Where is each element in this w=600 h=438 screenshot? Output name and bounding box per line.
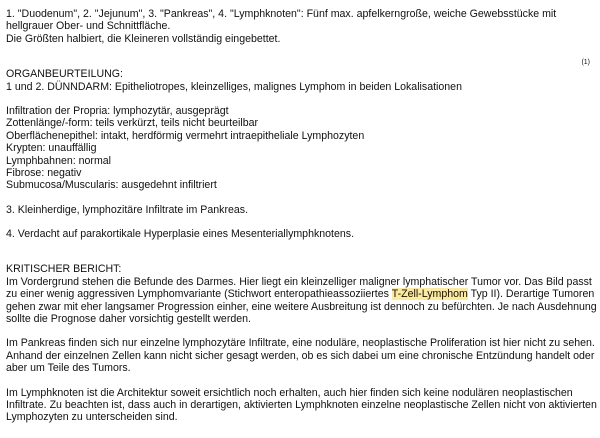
bericht-p1-line-1: Im Vordergrund stehen die Befunde des Darmes. Hier liegt ein kleinzelliger maligner lymphatischer Tumor vor. Das Bild passt: [6, 275, 592, 288]
finding-item: Zottenlänge/-form: teils verkürzt, teils nicht beurteilbar: [6, 117, 258, 130]
intro-line-2: hellgrauer Ober- und Schnittfläche.: [6, 20, 171, 33]
finding-item: Infiltration der Propria: lymphozytär, ausgeprägt: [6, 104, 229, 117]
kritischer-bericht-heading: KRITISCHER BERICHT:: [6, 263, 122, 276]
bericht-p1-line-2-pre: zu einer wenig aggressiven Lymphomvariante (Stichwort enteropathieassoziiertes: [6, 288, 392, 301]
finding-pankreas: 3. Kleinherdige, lymphozitäre Infiltrate im Pankreas.: [6, 203, 249, 216]
bericht-p2-line-1: Im Pankreas finden sich nur einzelne lymphozytäre Infiltrate, eine noduläre, neoplastische Proliferation ist hier nicht zu sehen.: [6, 337, 595, 350]
finding-lymphknoten: 4. Verdacht auf parakortikale Hyperplasie eines Mesenteriallymphknotens.: [6, 228, 355, 241]
bericht-p1-line-2: [6, 288, 596, 300]
finding-item: Fibrose: negativ: [6, 166, 82, 179]
bericht-p2-line-3: aber um Teile des Tumors.: [6, 362, 131, 375]
intro-line-1: 1. "Duodenum", 2. "Jejunum", 3. "Pankreas", 4. "Lymphknoten": Fünf max. apfelkerngroße, weiche Gewebsstücke mit: [6, 8, 557, 20]
bericht-p3-line-1: Im Lymphknoten ist die Architektur soweit ersichtlich noch erhalten, auch hier finden sich keine nodulären neoplastischen: [6, 386, 573, 399]
finding-item: Submucosa/Muscularis: ausgedehnt infiltriert: [6, 179, 217, 192]
bericht-p1-line-3: gehen zwar mit eher langsamer Progression einher, eine weitere Ausbreitung ist dennoch zu befürchten. Je nach Ausdehnung: [6, 300, 597, 313]
intro-line-3: Die Größten halbiert, die Kleineren vollständig eingebettet.: [6, 32, 281, 45]
bericht-p3-line-3: Lymphozyten zu unterscheiden sind.: [6, 411, 178, 424]
organbeurteilung-summary: 1 und 2. DÜNNDARM: Epitheliotropes, kleinzelliges, malignes Lymphom in beiden Lokalisationen: [6, 80, 462, 93]
bericht-p3-line-2: Infiltrate. Zu beachten ist, dass auch in derartigen, aktivierten Lymphknoten einzelne neoplastische Zellen nicht von aktivierten: [6, 398, 597, 411]
bericht-p2-line-2: Anhand der einzelnen Zellen kann nicht sicher gesagt werden, ob es sich dabei um eine chronische Entzündung handelt oder: [6, 349, 595, 362]
highlighted-term: T-Zell-Lymphom: [391, 288, 468, 301]
bericht-p1-line-2-post: Typ II). Derartige Tumoren: [467, 288, 595, 301]
finding-item: Krypten: unauffällig: [6, 142, 97, 155]
organbeurteilung-heading: ORGANBEURTEILUNG:: [6, 68, 123, 81]
finding-item: Oberflächenepithel: intakt, herdförmig vermehrt intraepitheliale Lymphozyten: [6, 129, 365, 142]
report-document: [6, 0, 596, 424]
finding-item: Lymphbahnen: normal: [6, 154, 112, 167]
page-marker: (1): [581, 59, 590, 66]
bericht-p1-line-4: sollte die Prognose daher vorsichtig gestellt werden.: [6, 313, 251, 326]
